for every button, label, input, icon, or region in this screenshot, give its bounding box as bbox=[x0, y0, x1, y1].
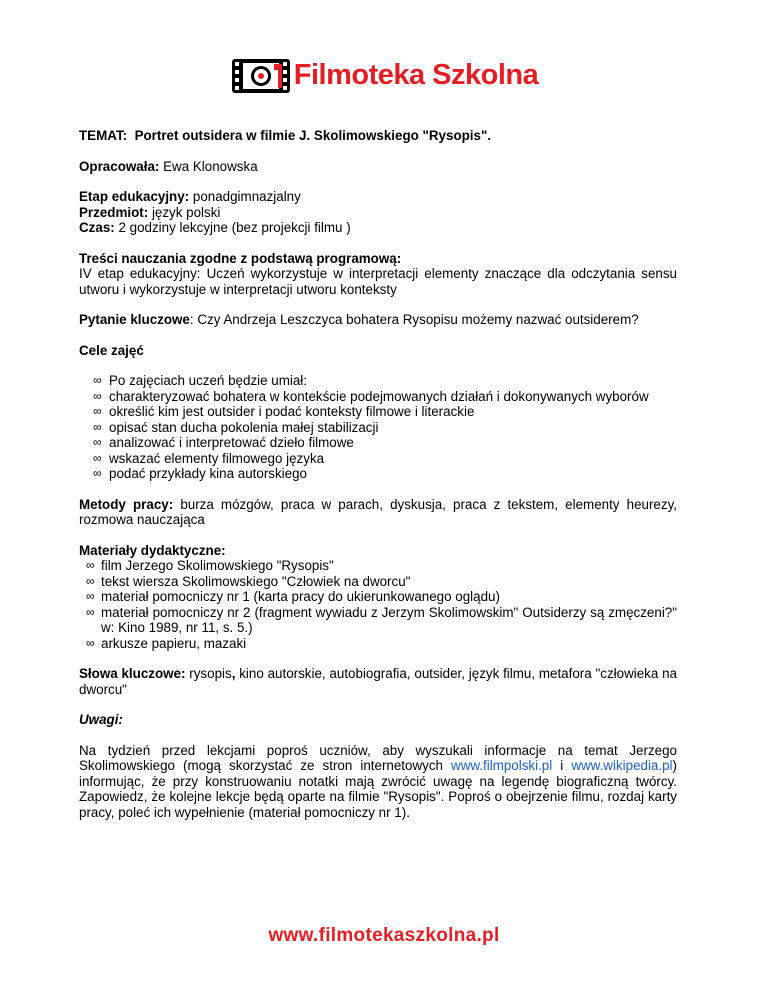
lesson-plan-content bbox=[79, 128, 677, 835]
methods-paragraph bbox=[79, 497, 677, 528]
bullet-icon: ∞ bbox=[93, 466, 102, 480]
goals-heading: Cele zajęć bbox=[79, 342, 144, 358]
list-item: ∞ materiał pomocniczy nr 1 (karta pracy do ukierunkowanego oglądu) bbox=[86, 589, 500, 604]
list-item: ∞ charakteryzować bohatera w kontekście podejmowanych działań i dokonywanych wyborów bbox=[93, 388, 649, 404]
list-item: ∞ materiał pomocniczy nr 2 (fragment wywiadu z Jerzym Skolimowskim" Outsiderzy są zmęczeni?" w: Kino 1989, nr 11, s. 5.) bbox=[86, 604, 677, 635]
bullet-icon: ∞ bbox=[86, 558, 95, 572]
key-question bbox=[79, 312, 677, 328]
bullet-icon: ∞ bbox=[93, 388, 102, 403]
bullet-icon: ∞ bbox=[86, 573, 95, 588]
methods-text: burza mózgów, praca w parach, dyskusja, praca z tekstem, elementy heurezy, rozmowa nauczająca bbox=[79, 496, 677, 527]
bullet-icon: ∞ bbox=[86, 635, 95, 650]
filmoteka-logo bbox=[0, 58, 768, 94]
topic-line bbox=[79, 128, 677, 144]
list-item: ∞ wskazać elementy filmowego języka bbox=[93, 450, 325, 466]
bullet-icon: ∞ bbox=[86, 589, 95, 603]
materials-heading: Materiały dydaktyczne: bbox=[79, 542, 226, 558]
key-question-text: : Czy Andrzeja Leszczyca bohatera Rysopisu możemy nazwać outsiderem? bbox=[189, 312, 639, 327]
author-label: Opracowała: bbox=[79, 158, 160, 174]
curriculum-text: IV etap edukacyjny: Uczeń wykorzystuje w interpretacji elementy znaczące dla odczytania sensu utworu i wykorzystuje w interpretacji utworu konteksty bbox=[79, 266, 677, 297]
bullet-icon: ∞ bbox=[93, 419, 102, 434]
logo-wordmark: Filmoteka Szkolna bbox=[293, 59, 539, 92]
bullet-icon: ∞ bbox=[93, 404, 102, 418]
list-item: ∞ film Jerzego Skolimowskiego "Rysopis" bbox=[86, 558, 334, 573]
list-item: ∞ podać przykłady kina autorskiego bbox=[93, 466, 307, 481]
topic-text: Portret outsidera w filmie J. Skolimowskiego "Rysopis". bbox=[134, 128, 492, 143]
materials-list bbox=[79, 558, 677, 651]
list-item: ∞ arkusze papieru, mazaki bbox=[86, 635, 247, 651]
curriculum-block bbox=[79, 251, 677, 298]
list-item: ∞ opisać stan ducha pokolenia małej stabilizacji bbox=[93, 419, 379, 435]
notes-heading: Uwagi: bbox=[79, 712, 123, 727]
topic-label: TEMAT: bbox=[79, 128, 128, 143]
film-camera-icon bbox=[230, 58, 292, 94]
key-question-label: Pytanie kluczowe bbox=[79, 312, 190, 327]
list-item: ∞ analizować i interpretować dzieło filmowe bbox=[93, 435, 354, 450]
list-item: ∞ określić kim jest outsider i podać konteksty filmowe i literackie bbox=[93, 404, 475, 419]
notes-paragraph: Na tydzień przed lekcjami poproś uczniów, aby wyszukali informacje na temat Jerzego Skolimowskiego (mogą skorzystać ze stron internetowych www.filmpolski.pl i www.wikipedia.pl) informując, że przy konstruowaniu notatki mają zwrócić uwagę na legendę biograficzną twórcy. Zapowiedz, że kolejne lekcje będą oparte na filmie "Rysopis". Poproś o obejrzenie filmu, rozdaj karty pracy, poleć ich wypełnienie (materiał pomocniczy nr 1). bbox=[79, 742, 677, 820]
bullet-icon: ∞ bbox=[86, 604, 95, 619]
time-line: Czas: 2 godziny lekcyjne (bez projekcji filmu ) bbox=[79, 220, 351, 235]
list-item: ∞ tekst wiersza Skolimowskiego "Człowiek na dworcu" bbox=[86, 573, 411, 589]
footer-website-link[interactable]: www.filmotekaszkolna.pl bbox=[268, 925, 500, 946]
bullet-icon: ∞ bbox=[93, 435, 102, 449]
filmpolski-link[interactable]: www.filmpolski.pl bbox=[451, 758, 553, 773]
goals-list bbox=[79, 373, 677, 482]
meta-block bbox=[79, 189, 677, 236]
curriculum-heading: Treści nauczania zgodne z podstawą programową: bbox=[79, 250, 402, 266]
methods-label: Metody pracy: bbox=[79, 496, 174, 512]
keywords-paragraph: Słowa kluczowe: rysopis, kino autorskie, autobiografia, outsider, język filmu, metafora "człowieka na dworcu" bbox=[79, 666, 677, 697]
wikipedia-link[interactable]: www.wikipedia.pl bbox=[571, 758, 673, 773]
subject-line: Przedmiot: język polski bbox=[79, 204, 221, 220]
keywords-label: Słowa kluczowe: bbox=[79, 666, 186, 681]
list-item: ∞ Po zajęciach uczeń będzie umiał: bbox=[93, 373, 307, 388]
author-value: Ewa Klonowska bbox=[163, 158, 258, 174]
stage-line: Etap edukacyjny: ponadgimnazjalny bbox=[79, 189, 301, 204]
author-line bbox=[79, 159, 677, 175]
bullet-icon: ∞ bbox=[93, 373, 102, 387]
bullet-icon: ∞ bbox=[93, 450, 102, 465]
